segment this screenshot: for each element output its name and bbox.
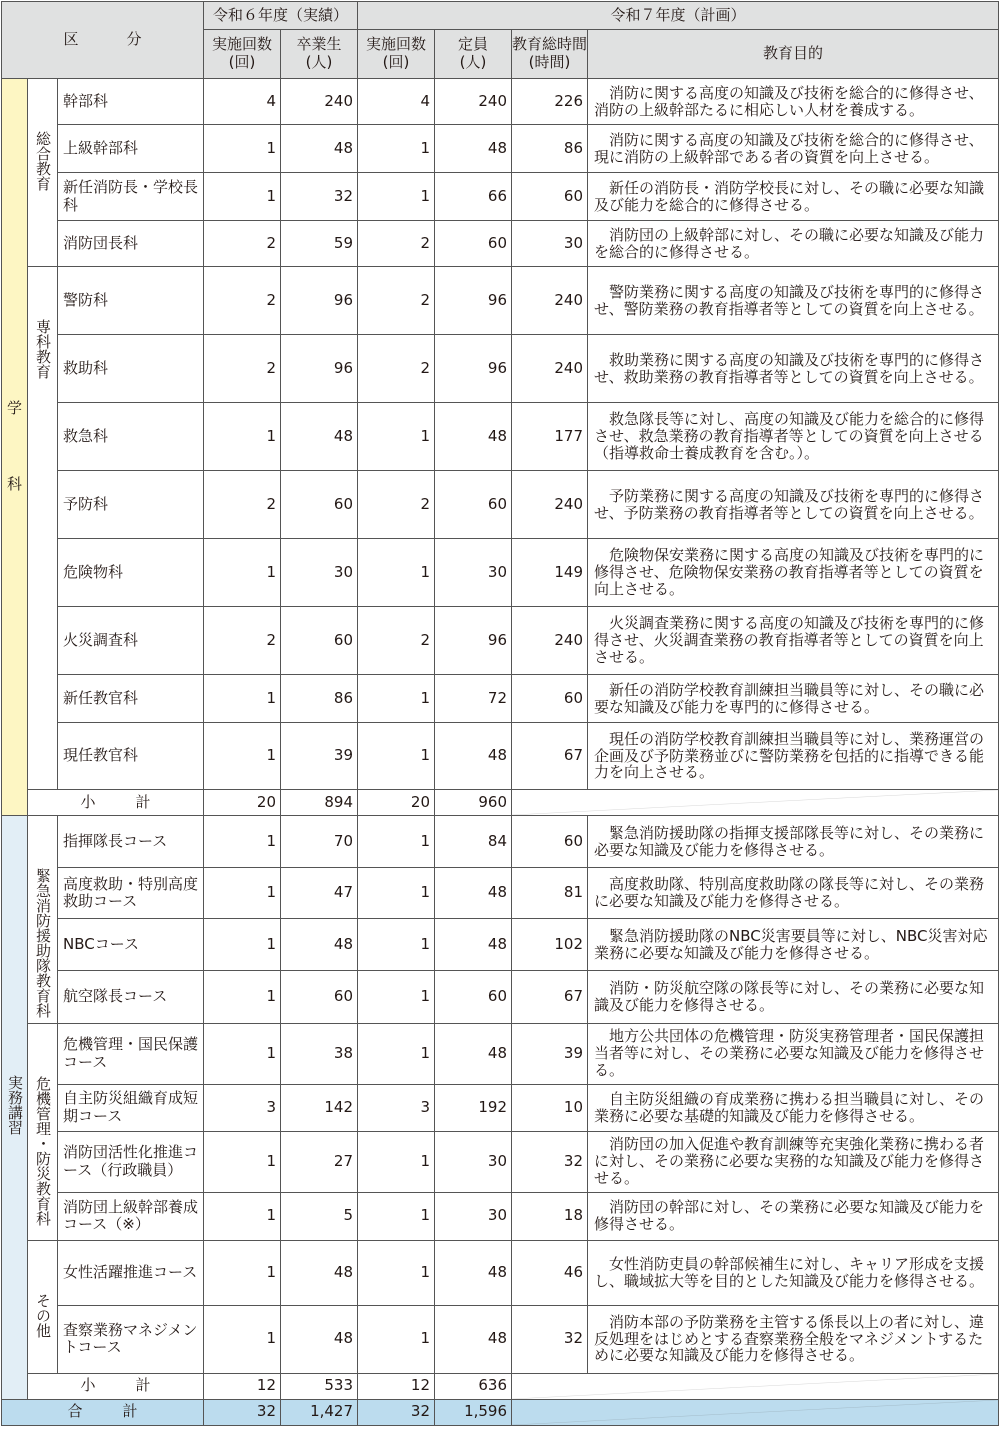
- r7-hours: 60: [512, 675, 588, 723]
- course-name: 新任教官科: [58, 675, 204, 723]
- r6-grad: 38: [281, 1023, 358, 1084]
- course-name: 上級幹部科: [58, 125, 204, 173]
- table-row: [2, 1131, 999, 1192]
- subtotal-row: [2, 790, 999, 816]
- table-row: [2, 335, 999, 403]
- purpose-text: 予防業務に関する高度の知識及び技術を専門的に修得させ、予防業務の教育指導者等としての資質を向上させる。: [588, 471, 999, 539]
- header-r6-count: 実施回数 (回): [204, 30, 281, 79]
- table-row: [2, 173, 999, 221]
- course-name: 消防団活性化推進コース（行政職員）: [58, 1131, 204, 1192]
- gakka-label-1: 学: [6, 399, 22, 418]
- r7-hours: 46: [512, 1240, 588, 1305]
- r7-hours: 240: [512, 335, 588, 403]
- r7-count: 1: [358, 868, 435, 919]
- purpose-text: 新任の消防長・消防学校長に対し、その職に必要な知識及び能力を総合的に修得させる。: [588, 173, 999, 221]
- r6-count: 2: [204, 267, 281, 335]
- table-row: [2, 919, 999, 971]
- r7-hours: 18: [512, 1192, 588, 1240]
- r7-hours: 30: [512, 221, 588, 267]
- r7-cap: 48: [435, 125, 512, 173]
- purpose-text: 火災調査業務に関する高度の知識及び技術を専門的に修得させ、火災調査業務の教育指導者等としての資質を向上させる。: [588, 607, 999, 675]
- r6-count: 1: [204, 723, 281, 790]
- blank-diagonal-cell: [512, 790, 999, 816]
- r7-count: 1: [358, 1023, 435, 1084]
- course-name: 消防団長科: [58, 221, 204, 267]
- r7-hours: 60: [512, 816, 588, 868]
- r7-cap: 240: [435, 79, 512, 125]
- r6-count: 1: [204, 125, 281, 173]
- table-row: [2, 971, 999, 1023]
- purpose-text: 高度救助隊、特別高度救助隊の隊長等に対し、その業務に必要な知識及び能力を修得させる。: [588, 868, 999, 919]
- table-row: [2, 267, 999, 335]
- subtotal-r7-cap: 960: [435, 790, 512, 816]
- r7-cap: 72: [435, 675, 512, 723]
- table-row: [2, 403, 999, 471]
- r7-cap: 60: [435, 471, 512, 539]
- r6-grad: 48: [281, 1240, 358, 1305]
- subtotal-r6-grad: 533: [281, 1373, 358, 1399]
- subtotal-r7-count: 20: [358, 790, 435, 816]
- course-name: 救急科: [58, 403, 204, 471]
- kinkyu-label: 緊急消防援助隊教育科: [34, 868, 52, 1018]
- table-row: [2, 607, 999, 675]
- table-row: [2, 1084, 999, 1131]
- r6-count: 4: [204, 79, 281, 125]
- purpose-text: 危険物保安業務に関する高度の知識及び技術を専門的に修得させ、危険物保安業務の教育指導者等としての資質を向上させる。: [588, 539, 999, 607]
- r7-hours: 86: [512, 125, 588, 173]
- course-name: 女性活躍推進コース: [58, 1240, 204, 1305]
- purpose-text: 地方公共団体の危機管理・防災実務管理者・国民保護担当者等に対し、その業務に必要な知識及び能力を修得させる。: [588, 1023, 999, 1084]
- r6-grad: 48: [281, 125, 358, 173]
- total-label: 合 計: [2, 1399, 204, 1425]
- header-r7: 令和７年度（計画）: [358, 2, 999, 30]
- r6-count: 2: [204, 471, 281, 539]
- r7-count: 1: [358, 403, 435, 471]
- course-name: 予防科: [58, 471, 204, 539]
- header-r7-count: 実施回数 (回): [358, 30, 435, 79]
- r6-grad: 48: [281, 919, 358, 971]
- r6-count: 1: [204, 675, 281, 723]
- subtotal-label: 小 計: [28, 790, 204, 816]
- r6-count: 1: [204, 1305, 281, 1373]
- purpose-text: 女性消防吏員の幹部候補生に対し、キャリア形成を支援し、職域拡大等を目的とした知識及び能力を修得させる。: [588, 1240, 999, 1305]
- table-row: [2, 1305, 999, 1373]
- r6-grad: 96: [281, 335, 358, 403]
- r6-count: 1: [204, 1023, 281, 1084]
- table-row: [2, 723, 999, 790]
- total-r6-count: 32: [204, 1399, 281, 1425]
- purpose-text: 消防団の上級幹部に対し、その職に必要な知識及び能力を総合的に修得させる。: [588, 221, 999, 267]
- r7-hours: 149: [512, 539, 588, 607]
- purpose-text: 救急隊長等に対し、高度の知識及び能力を総合的に修得させ、救急業務の教育指導者等としての資質を向上させる（指導救命士養成教育を含む。）。: [588, 403, 999, 471]
- header-r7-hours: 教育総時間 (時間): [512, 30, 588, 79]
- r6-grad: 27: [281, 1131, 358, 1192]
- course-name: 指揮隊長コース: [58, 816, 204, 868]
- r7-count: 2: [358, 471, 435, 539]
- r6-count: 1: [204, 403, 281, 471]
- r7-count: 4: [358, 79, 435, 125]
- r7-cap: 96: [435, 267, 512, 335]
- course-name: 危険物科: [58, 539, 204, 607]
- header-r6-grad: 卒業生 (人): [281, 30, 358, 79]
- r7-hours: 102: [512, 919, 588, 971]
- r6-grad: 60: [281, 471, 358, 539]
- r7-cap: 60: [435, 221, 512, 267]
- course-name: NBCコース: [58, 919, 204, 971]
- r7-count: 2: [358, 607, 435, 675]
- r7-cap: 96: [435, 335, 512, 403]
- purpose-text: 消防本部の予防業務を主管する係長以上の者に対し、違反処理をはじめとする査察業務全般をマネジメントするために必要な知識及び能力を修得させる。: [588, 1305, 999, 1373]
- header-r7-cap: 定員 (人): [435, 30, 512, 79]
- r7-cap: 48: [435, 403, 512, 471]
- r7-count: 1: [358, 723, 435, 790]
- r6-grad: 240: [281, 79, 358, 125]
- course-name: 査察業務マネジメントコース: [58, 1305, 204, 1373]
- table-row: [2, 125, 999, 173]
- r7-count: 1: [358, 539, 435, 607]
- sonota-label: その他: [34, 1292, 52, 1338]
- r7-hours: 81: [512, 868, 588, 919]
- subcategory-kinkyu: [28, 816, 58, 1024]
- r7-cap: 48: [435, 1023, 512, 1084]
- senka-label: 専科教育: [34, 319, 52, 379]
- course-name: 火災調査科: [58, 607, 204, 675]
- table-row: [2, 675, 999, 723]
- r7-hours: 240: [512, 607, 588, 675]
- subtotal-row: [2, 1373, 999, 1399]
- table-row: [2, 868, 999, 919]
- course-name: 現任教官科: [58, 723, 204, 790]
- purpose-text: 消防に関する高度の知識及び技術を総合的に修得させ、消防の上級幹部たるに相応しい人材を養成する。: [588, 79, 999, 125]
- course-name: 航空隊長コース: [58, 971, 204, 1023]
- jitsumu-label: 実務講習: [6, 1075, 24, 1135]
- purpose-text: 消防に関する高度の知識及び技術を総合的に修得させ、現に消防の上級幹部である者の資質を向上させる。: [588, 125, 999, 173]
- purpose-text: 新任の消防学校教育訓練担当職員等に対し、その職に必要な知識及び能力を専門的に修得させる。: [588, 675, 999, 723]
- r7-hours: 60: [512, 173, 588, 221]
- subtotal-r6-grad: 894: [281, 790, 358, 816]
- r7-count: 1: [358, 1131, 435, 1192]
- r6-count: 2: [204, 221, 281, 267]
- kiki-label: 危機管理・防災教育科: [34, 1075, 52, 1226]
- total-r6-grad: 1,427: [281, 1399, 358, 1425]
- r7-hours: 67: [512, 723, 588, 790]
- subtotal-r7-cap: 636: [435, 1373, 512, 1399]
- r7-cap: 60: [435, 971, 512, 1023]
- r7-count: 1: [358, 1240, 435, 1305]
- table-row: [2, 79, 999, 125]
- course-name: 新任消防長・学校長科: [58, 173, 204, 221]
- r6-count: 1: [204, 1131, 281, 1192]
- purpose-text: 自主防災組織の育成業務に携わる担当職員に対し、その業務に必要な基礎的知識及び能力を修得させる。: [588, 1084, 999, 1131]
- table-row: [2, 471, 999, 539]
- total-r7-count: 32: [358, 1399, 435, 1425]
- subcategory-sonota: [28, 1240, 58, 1373]
- course-name: 自主防災組織育成短期コース: [58, 1084, 204, 1131]
- table-row: [2, 539, 999, 607]
- r6-grad: 39: [281, 723, 358, 790]
- total-row: [2, 1399, 999, 1425]
- r7-cap: 30: [435, 539, 512, 607]
- course-name: 高度救助・特別高度救助コース: [58, 868, 204, 919]
- r6-count: 1: [204, 868, 281, 919]
- r6-count: 2: [204, 335, 281, 403]
- r7-hours: 32: [512, 1131, 588, 1192]
- subcategory-sogo: [28, 79, 58, 267]
- r6-count: 1: [204, 816, 281, 868]
- r6-grad: 60: [281, 971, 358, 1023]
- subtotal-r6-count: 20: [204, 790, 281, 816]
- r7-count: 1: [358, 173, 435, 221]
- header-purpose: 教育目的: [588, 30, 999, 79]
- r6-grad: 48: [281, 1305, 358, 1373]
- r7-cap: 66: [435, 173, 512, 221]
- r6-count: 1: [204, 539, 281, 607]
- r7-count: 2: [358, 267, 435, 335]
- course-name: 消防団上級幹部養成コース（※）: [58, 1192, 204, 1240]
- r7-cap: 48: [435, 919, 512, 971]
- r7-count: 1: [358, 1192, 435, 1240]
- purpose-text: 警防業務に関する高度の知識及び技術を専門的に修得させ、警防業務の教育指導者等としての資質を向上させる。: [588, 267, 999, 335]
- r7-count: 1: [358, 816, 435, 868]
- r6-grad: 70: [281, 816, 358, 868]
- r7-count: 1: [358, 125, 435, 173]
- purpose-text: 緊急消防援助隊のNBC災害要員等に対し、NBC災害対応業務に必要な知識及び能力を修得させる。: [588, 919, 999, 971]
- r7-count: 1: [358, 919, 435, 971]
- r7-cap: 48: [435, 1240, 512, 1305]
- r6-grad: 32: [281, 173, 358, 221]
- r7-count: 1: [358, 675, 435, 723]
- training-table: [1, 1, 999, 1426]
- r6-grad: 60: [281, 607, 358, 675]
- r6-count: 1: [204, 919, 281, 971]
- r6-grad: 96: [281, 267, 358, 335]
- r7-cap: 96: [435, 607, 512, 675]
- r6-count: 2: [204, 607, 281, 675]
- sogo-label: 総合教育: [34, 131, 52, 191]
- r7-cap: 48: [435, 1305, 512, 1373]
- purpose-text: 緊急消防援助隊の指揮支援部隊長等に対し、その業務に必要な知識及び能力を修得させる。: [588, 816, 999, 868]
- r7-cap: 30: [435, 1131, 512, 1192]
- purpose-text: 消防団の幹部に対し、その業務に必要な知識及び能力を修得させる。: [588, 1192, 999, 1240]
- table-row: [2, 1192, 999, 1240]
- purpose-text: 現任の消防学校教育訓練担当職員等に対し、業務運営の企画及び予防業務並びに警防業務を包括的に指導できる能力を向上させる。: [588, 723, 999, 790]
- r6-grad: 59: [281, 221, 358, 267]
- r7-cap: 30: [435, 1192, 512, 1240]
- purpose-text: 消防・防災航空隊の隊長等に対し、その業務に必要な知識及び能力を修得させる。: [588, 971, 999, 1023]
- gakka-label-2: 科: [6, 475, 22, 493]
- r7-count: 2: [358, 335, 435, 403]
- table-row: [2, 816, 999, 868]
- r7-hours: 39: [512, 1023, 588, 1084]
- category-jitsumu: [2, 816, 28, 1400]
- table-row: [2, 1240, 999, 1305]
- r7-cap: 48: [435, 868, 512, 919]
- r6-count: 3: [204, 1084, 281, 1131]
- r7-count: 2: [358, 221, 435, 267]
- r7-hours: 226: [512, 79, 588, 125]
- r6-grad: 5: [281, 1192, 358, 1240]
- r6-grad: 30: [281, 539, 358, 607]
- r7-hours: 10: [512, 1084, 588, 1131]
- blank-diagonal-cell: [512, 1373, 999, 1399]
- r6-grad: 142: [281, 1084, 358, 1131]
- r7-cap: 48: [435, 723, 512, 790]
- course-name: 幹部科: [58, 79, 204, 125]
- subtotal-r6-count: 12: [204, 1373, 281, 1399]
- header-kubun: 区 分: [2, 2, 204, 79]
- subtotal-label: 小 計: [28, 1373, 204, 1399]
- r7-hours: 32: [512, 1305, 588, 1373]
- total-r7-cap: 1,596: [435, 1399, 512, 1425]
- subtotal-r7-count: 12: [358, 1373, 435, 1399]
- r6-grad: 86: [281, 675, 358, 723]
- r7-cap: 84: [435, 816, 512, 868]
- r7-hours: 240: [512, 267, 588, 335]
- blank-diagonal-cell: [512, 1399, 999, 1425]
- purpose-text: 救助業務に関する高度の知識及び技術を専門的に修得させ、救助業務の教育指導者等としての資質を向上させる。: [588, 335, 999, 403]
- r6-count: 1: [204, 971, 281, 1023]
- r7-hours: 240: [512, 471, 588, 539]
- table-row: [2, 221, 999, 267]
- r7-cap: 192: [435, 1084, 512, 1131]
- course-name: 危機管理・国民保護コース: [58, 1023, 204, 1084]
- subcategory-senka: [28, 267, 58, 790]
- header-r6: 令和６年度（実績）: [204, 2, 358, 30]
- r6-grad: 48: [281, 403, 358, 471]
- course-name: 警防科: [58, 267, 204, 335]
- r6-count: 1: [204, 173, 281, 221]
- r7-hours: 67: [512, 971, 588, 1023]
- table-row: [2, 1023, 999, 1084]
- r6-count: 1: [204, 1192, 281, 1240]
- r6-grad: 47: [281, 868, 358, 919]
- r7-count: 3: [358, 1084, 435, 1131]
- r7-hours: 177: [512, 403, 588, 471]
- category-gakka: [2, 79, 28, 816]
- course-name: 救助科: [58, 335, 204, 403]
- r7-count: 1: [358, 971, 435, 1023]
- r6-count: 1: [204, 1240, 281, 1305]
- r7-count: 1: [358, 1305, 435, 1373]
- purpose-text: 消防団の加入促進や教育訓練等充実強化業務に携わる者に対し、その業務に必要な実務的な知識及び能力を修得させる。: [588, 1131, 999, 1192]
- subcategory-kiki: [28, 1023, 58, 1240]
